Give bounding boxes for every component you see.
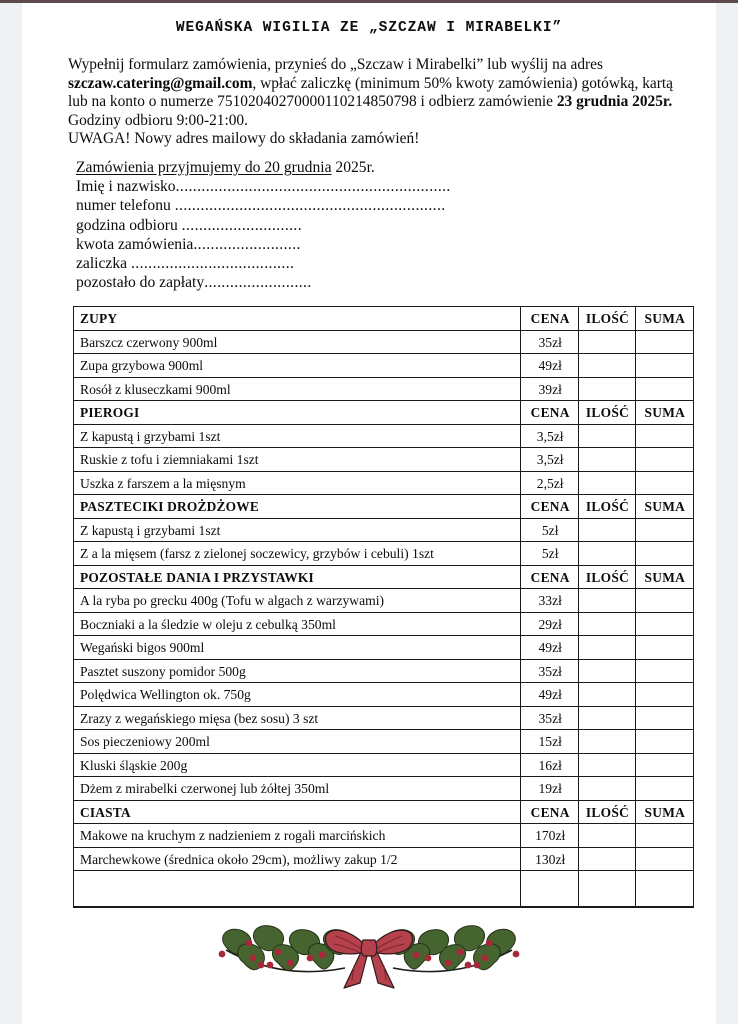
column-header-qty: ILOŚĆ	[579, 800, 635, 824]
item-sum-input-cell[interactable]	[635, 683, 693, 707]
item-price: 15zł	[521, 730, 579, 754]
item-name: Uszka z farszem a la mięsnym	[74, 471, 521, 495]
item-sum-input-cell[interactable]	[635, 777, 693, 801]
item-qty-input-cell[interactable]	[579, 753, 635, 777]
column-header-qty: ILOŚĆ	[579, 565, 635, 589]
item-qty-input-cell[interactable]	[579, 847, 635, 871]
order-table-container	[22, 306, 716, 908]
column-header-price: CENA	[521, 495, 579, 519]
field-dots-balance-due: .........................	[204, 274, 312, 292]
pickup-date: 23 grudnia 2025r.	[556, 93, 673, 111]
column-header-price: CENA	[521, 401, 579, 425]
document-sheet	[22, 20, 716, 994]
item-name: Zupa grzybowa 900ml	[74, 354, 521, 378]
item-qty-input-cell[interactable]	[579, 730, 635, 754]
item-name: A la ryba po grecku 400g (Tofu w algach z warzywami)	[74, 589, 521, 613]
table-row	[74, 636, 694, 660]
item-price: 35zł	[521, 659, 579, 683]
item-name: Rosół z kluseczkami 900ml	[74, 377, 521, 401]
table-row	[74, 354, 694, 378]
item-name: Polędwica Wellington ok. 750g	[74, 683, 521, 707]
field-dots-deposit: ......................................	[130, 254, 295, 272]
item-sum-input-cell[interactable]	[635, 377, 693, 401]
item-name: Z a la mięsem (farsz z zielonej soczewicy, grzybów i cebuli) 1szt	[74, 542, 521, 566]
item-sum-input-cell[interactable]	[635, 542, 693, 566]
table-row	[74, 777, 694, 801]
item-price: 5zł	[521, 518, 579, 542]
item-price: 16zł	[521, 753, 579, 777]
field-row-pickup-time[interactable]	[76, 216, 716, 235]
item-qty-input-cell[interactable]	[579, 683, 635, 707]
field-row-phone[interactable]	[76, 196, 716, 215]
item-price: 3,5zł	[521, 448, 579, 472]
item-price: 35zł	[521, 706, 579, 730]
item-qty-input-cell[interactable]	[579, 824, 635, 848]
column-header-qty: ILOŚĆ	[579, 307, 635, 331]
top-edge-rule	[0, 0, 738, 3]
column-header-qty: ILOŚĆ	[579, 401, 635, 425]
item-qty-input-cell[interactable]	[579, 448, 635, 472]
field-dots-order-amount: .........................	[193, 235, 301, 253]
table-row	[74, 753, 694, 777]
item-qty-input-cell[interactable]	[579, 612, 635, 636]
item-sum-input-cell[interactable]	[635, 448, 693, 472]
field-dots-pickup-time: ............................	[181, 216, 303, 234]
item-name: Boczniaki a la śledzie w oleju z cebulką 350ml	[74, 612, 521, 636]
order-deadline-row	[76, 158, 716, 177]
item-qty-input-cell[interactable]	[579, 542, 635, 566]
item-name: Dżem z mirabelki czerwonej lub żółtej 350ml	[74, 777, 521, 801]
section-header-row	[74, 495, 694, 519]
intro-line-4: Godziny odbioru 9:00-21:00.	[68, 111, 248, 129]
table-row	[74, 448, 694, 472]
item-qty-input-cell[interactable]	[579, 354, 635, 378]
field-label-balance-due: pozostało do zapłaty	[76, 274, 205, 292]
column-header-sum: SUMA	[635, 565, 693, 589]
blank-qty-cell[interactable]	[579, 871, 635, 907]
table-row	[74, 659, 694, 683]
item-sum-input-cell[interactable]	[635, 847, 693, 871]
item-qty-input-cell[interactable]	[579, 589, 635, 613]
order-deadline-year: 2025r.	[331, 158, 375, 176]
table-row	[74, 542, 694, 566]
field-label-order-amount: kwota zamówienia	[76, 235, 194, 253]
field-row-name[interactable]	[76, 177, 716, 196]
field-row-order-amount[interactable]	[76, 235, 716, 254]
table-row	[74, 589, 694, 613]
column-header-qty: ILOŚĆ	[579, 495, 635, 519]
section-header-row	[74, 401, 694, 425]
item-name: Marchewkowe (średnica około 29cm), możliwy zakup 1/2	[74, 847, 521, 871]
item-sum-input-cell[interactable]	[635, 518, 693, 542]
item-name: Ruskie z tofu i ziemniakami 1szt	[74, 448, 521, 472]
item-sum-input-cell[interactable]	[635, 330, 693, 354]
item-name: Sos pieczeniowy 200ml	[74, 730, 521, 754]
item-sum-input-cell[interactable]	[635, 471, 693, 495]
item-name: Zrazy z wegańskiego mięsa (bez sosu) 3 szt	[74, 706, 521, 730]
section-title: CIASTA	[74, 800, 521, 824]
item-price: 35zł	[521, 330, 579, 354]
item-qty-input-cell[interactable]	[579, 659, 635, 683]
table-row-blank	[74, 871, 694, 907]
table-row	[74, 518, 694, 542]
item-price: 5zł	[521, 542, 579, 566]
item-qty-input-cell[interactable]	[579, 636, 635, 660]
field-label-pickup-time: godzina odbioru	[76, 216, 182, 234]
field-label-name: Imię i nazwisko	[76, 178, 176, 196]
section-header-row	[74, 307, 694, 331]
item-price: 33zł	[521, 589, 579, 613]
field-label-phone: numer telefonu	[76, 197, 175, 215]
item-name: Kluski śląskie 200g	[74, 753, 521, 777]
item-sum-input-cell[interactable]	[635, 753, 693, 777]
column-header-sum: SUMA	[635, 307, 693, 331]
item-sum-input-cell[interactable]	[635, 824, 693, 848]
document-page	[22, 3, 716, 1024]
table-row	[74, 730, 694, 754]
intro-line-3: i odbierz zamówienie	[416, 93, 557, 111]
item-sum-input-cell[interactable]	[635, 354, 693, 378]
item-price: 49zł	[521, 636, 579, 660]
bank-account-number: 75102040270000110214850798	[217, 93, 417, 111]
column-header-sum: SUMA	[635, 495, 693, 519]
item-qty-input-cell[interactable]	[579, 377, 635, 401]
section-header-row	[74, 565, 694, 589]
column-header-price: CENA	[521, 565, 579, 589]
item-price: 49zł	[521, 683, 579, 707]
section-title: PIEROGI	[74, 401, 521, 425]
item-qty-input-cell[interactable]	[579, 706, 635, 730]
column-header-sum: SUMA	[635, 800, 693, 824]
section-header-row	[74, 800, 694, 824]
order-form-fields	[22, 158, 716, 292]
table-row	[74, 330, 694, 354]
holly-garland-icon	[204, 916, 534, 994]
table-row	[74, 471, 694, 495]
item-price: 170zł	[521, 824, 579, 848]
item-qty-input-cell[interactable]	[579, 777, 635, 801]
column-header-price: CENA	[521, 307, 579, 331]
item-sum-input-cell[interactable]	[635, 659, 693, 683]
table-row	[74, 824, 694, 848]
item-sum-input-cell[interactable]	[635, 636, 693, 660]
field-dots-name: ................................................................	[175, 178, 451, 196]
section-title: POZOSTAŁE DANIA I PRZYSTAWKI	[74, 565, 521, 589]
contact-email: szczaw.catering@gmail.com	[68, 74, 253, 92]
field-dots-phone: ...............................................................	[174, 197, 446, 215]
item-qty-input-cell[interactable]	[579, 518, 635, 542]
blank-name-cell[interactable]	[74, 871, 521, 907]
field-row-deposit[interactable]	[76, 254, 716, 273]
item-price: 19zł	[521, 777, 579, 801]
item-sum-input-cell[interactable]	[635, 424, 693, 448]
item-sum-input-cell[interactable]	[635, 730, 693, 754]
item-qty-input-cell[interactable]	[579, 330, 635, 354]
table-row	[74, 706, 694, 730]
section-title: ZUPY	[74, 307, 521, 331]
table-row	[74, 377, 694, 401]
order-deadline-label: Zamówienia przyjmujemy do 20 grudnia	[76, 158, 332, 176]
blank-price-cell[interactable]	[521, 871, 579, 907]
item-name: Pasztet suszony pomidor 500g	[74, 659, 521, 683]
table-row	[74, 612, 694, 636]
item-qty-input-cell[interactable]	[579, 471, 635, 495]
item-name: Z kapustą i grzybami 1szt	[74, 518, 521, 542]
column-header-price: CENA	[521, 800, 579, 824]
item-sum-input-cell[interactable]	[635, 612, 693, 636]
item-price: 29zł	[521, 612, 579, 636]
item-name: Barszcz czerwony 900ml	[74, 330, 521, 354]
column-header-sum: SUMA	[635, 401, 693, 425]
field-label-deposit: zaliczka	[76, 254, 131, 272]
intro-line-2: , wpłać zaliczkę (minimum 50% kwoty zamówienia) gotówką, kartą lub na konto o numerze	[68, 74, 673, 111]
item-price: 49zł	[521, 354, 579, 378]
table-row	[74, 847, 694, 871]
item-price: 2,5zł	[521, 471, 579, 495]
field-row-balance-due[interactable]	[76, 273, 716, 292]
item-price: 130zł	[521, 847, 579, 871]
blank-sum-cell[interactable]	[635, 871, 693, 907]
page-title: WEGAŃSKA WIGILIA ZE „SZCZAW I MIRABELKI”	[175, 20, 563, 36]
notice-line: UWAGA! Nowy adres mailowy do składania zamówień!	[68, 130, 420, 148]
item-sum-input-cell[interactable]	[635, 706, 693, 730]
intro-paragraph	[22, 56, 716, 149]
order-table-body	[74, 307, 694, 907]
order-table	[73, 306, 694, 908]
item-price: 39zł	[521, 377, 579, 401]
intro-line-1: Wypełnij formularz zamówienia, przynieś do „Szczaw i Mirabelki” lub wyślij na adres	[68, 56, 603, 73]
item-name: Wegański bigos 900ml	[74, 636, 521, 660]
section-title: PASZTECIKI DROŻDŻOWE	[74, 495, 521, 519]
item-name: Z kapustą i grzybami 1szt	[74, 424, 521, 448]
item-sum-input-cell[interactable]	[635, 589, 693, 613]
item-price: 3,5zł	[521, 424, 579, 448]
item-qty-input-cell[interactable]	[579, 424, 635, 448]
table-row	[74, 683, 694, 707]
item-name: Makowe na kruchym z nadzieniem z rogali marcińskich	[74, 824, 521, 848]
table-row	[74, 424, 694, 448]
